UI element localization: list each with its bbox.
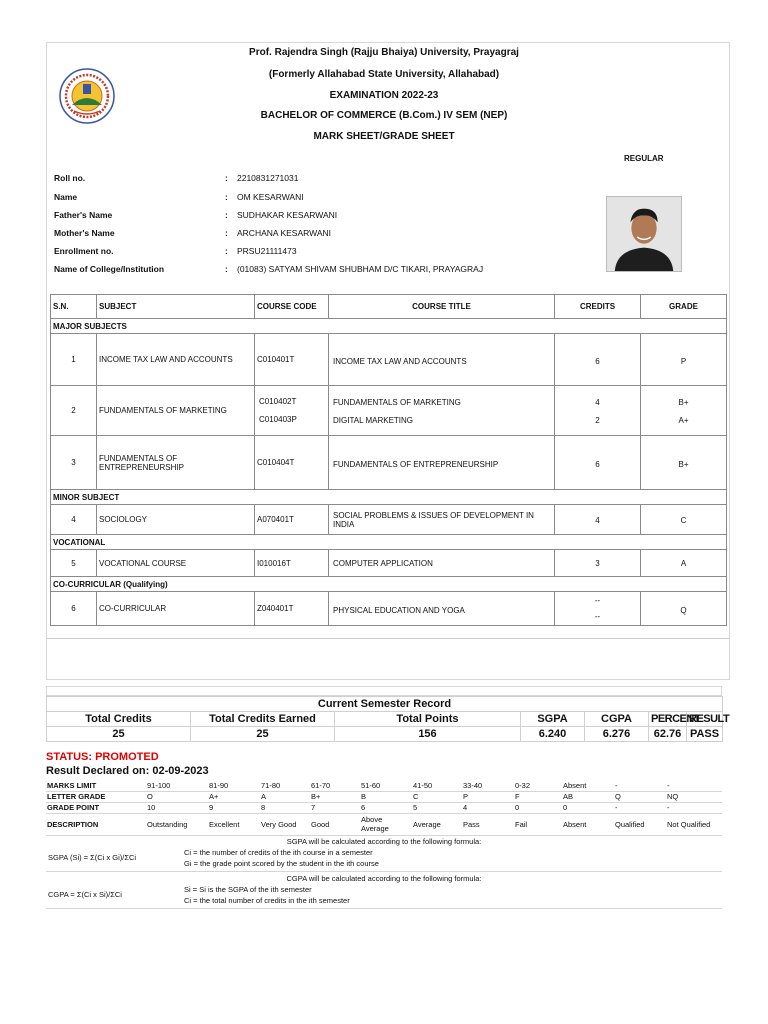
grade-cell: - (614, 780, 666, 791)
sheet-title: MARK SHEET/GRADE SHEET (313, 131, 455, 142)
grade-text: C (680, 515, 687, 525)
info-colon: : (225, 173, 228, 183)
grade-cell: 33-40 (462, 780, 514, 791)
record-header: SGPA (521, 712, 585, 727)
cell-title (329, 592, 555, 626)
cell-title (329, 334, 555, 386)
grade-text: P (680, 357, 687, 366)
info-value: (01083) SATYAM SHIVAM SHUBHAM D/C TIKARI, PRAYAGRAJ (237, 264, 484, 274)
grade-row-label: DESCRIPTION (46, 813, 146, 835)
col-header-code: COURSE CODE (255, 295, 329, 319)
cgpa-definition: Ci = the total number of credits in the ith semester (184, 896, 350, 905)
table-row (51, 334, 727, 386)
col-header-title: COURSE TITLE (329, 295, 555, 319)
record-header: Total Credits Earned (191, 712, 335, 727)
blank-band (46, 638, 730, 680)
grade-cell: Average (412, 813, 462, 835)
sgpa-definition: Gi = the grade point scored by the student in the ith course (184, 859, 379, 868)
info-label: Enrollment no. (54, 246, 114, 256)
grade-cell: 5 (412, 802, 462, 813)
cell-subject: VOCATIONAL COURSE (97, 550, 255, 577)
section-row (51, 490, 727, 505)
cell-grade (641, 436, 727, 490)
exam-type-badge: REGULAR (624, 154, 664, 163)
grade-cell: NQ (666, 791, 722, 802)
status-badge: STATUS: PROMOTED (46, 751, 159, 763)
grade-cell: 8 (260, 802, 310, 813)
cell-code (255, 386, 329, 436)
table-row (51, 505, 727, 535)
grade-cell: A+ (208, 791, 260, 802)
grade-cell: 0-32 (514, 780, 562, 791)
cgpa-definition: Si = Si is the SGPA of the ith semester (184, 885, 312, 894)
credits-text: 4 (595, 398, 600, 407)
cell-credits (555, 386, 641, 436)
semester-record-value-row (47, 727, 723, 742)
cell-code: Z040401T (255, 592, 329, 626)
section-row (51, 319, 727, 334)
marks-table-header (51, 295, 727, 319)
record-header: Total Points (335, 712, 521, 727)
table-row (51, 386, 727, 436)
info-label: Mother's Name (54, 228, 115, 238)
cell-credits (555, 334, 641, 386)
grade-cell: AB (562, 791, 614, 802)
blank-band (46, 686, 722, 696)
cell-sn: 3 (51, 436, 97, 490)
col-header-grade: GRADE (641, 295, 727, 319)
cell-grade (641, 334, 727, 386)
cell-subject: FUNDAMENTALS OF ENTREPRENEURSHIP (97, 436, 255, 490)
course-title-text: SOCIAL PROBLEMS & ISSUES OF DEVELOPMENT IN INDIA (333, 511, 534, 529)
cell-credits (555, 436, 641, 490)
section-cocurricular: CO-CURRICULAR (Qualifying) (51, 577, 727, 592)
credits-text: -- (594, 596, 601, 605)
credits-text: -- (594, 612, 601, 621)
info-colon: : (225, 192, 228, 202)
marks-table (50, 294, 727, 626)
section-vocational: VOCATIONAL (51, 535, 727, 550)
grade-cell: P (462, 791, 514, 802)
cell-title (329, 550, 555, 577)
grade-cell: Pass (462, 813, 514, 835)
cell-subject: SOCIOLOGY (97, 505, 255, 535)
grade-cell: F (514, 791, 562, 802)
grade-cell: Above Average (360, 813, 412, 835)
grade-text: A (680, 559, 687, 568)
grade-cell: Q (614, 791, 666, 802)
table-row (51, 592, 727, 626)
cell-sn: 5 (51, 550, 97, 577)
grade-cell: O (146, 791, 208, 802)
semester-record-header-row (47, 712, 723, 727)
grade-row-label: MARKS LIMIT (46, 780, 146, 791)
grade-cell: 9 (208, 802, 260, 813)
semester-record-table (46, 696, 730, 742)
info-label: Roll no. (54, 173, 86, 183)
credits-text: 2 (595, 416, 600, 425)
grade-cell: Excellent (208, 813, 260, 835)
grade-cell: - (666, 802, 722, 813)
grade-cell: Fail (514, 813, 562, 835)
cell-code: C010404T (255, 436, 329, 490)
semester-record-title: Current Semester Record (47, 697, 723, 712)
grade-cell: Not Qualified (666, 813, 722, 835)
table-row (51, 550, 727, 577)
cell-sn: 1 (51, 334, 97, 386)
info-value: PRSU21111473 (237, 246, 297, 256)
col-header-credits: CREDITS (555, 295, 641, 319)
info-value: 2210831271031 (237, 173, 299, 183)
cell-title (329, 505, 555, 535)
record-value: 156 (335, 727, 521, 742)
sgpa-definition: Ci = the number of credits of the ith course in a semester (184, 848, 373, 857)
cell-subject: FUNDAMENTALS OF MARKETING (97, 386, 255, 436)
info-colon: : (225, 210, 228, 220)
cell-sn: 4 (51, 505, 97, 535)
grade-cell: 6 (360, 802, 412, 813)
record-value: 62.76 (649, 727, 687, 742)
cell-sn: 6 (51, 592, 97, 626)
col-header-subject: SUBJECT (97, 295, 255, 319)
grade-cell: B (360, 791, 412, 802)
semester-record-title-row (47, 697, 723, 712)
credits-text: 3 (595, 559, 600, 568)
student-photo (606, 196, 682, 272)
cell-credits (555, 550, 641, 577)
course-code-text: C010403P (259, 415, 297, 424)
info-value: OM KESARWANI (237, 192, 304, 202)
info-label: Father's Name (54, 210, 113, 220)
grade-cell: - (614, 802, 666, 813)
section-major: MAJOR SUBJECTS (51, 319, 727, 334)
cell-subject: INCOME TAX LAW AND ACCOUNTS (97, 334, 255, 386)
grade-scale-table (46, 780, 722, 836)
record-header: RESULT (687, 712, 723, 727)
course-title-text: COMPUTER APPLICATION (333, 559, 433, 568)
info-colon: : (225, 228, 228, 238)
former-name: (Formerly Allahabad State University, Allahabad) (268, 69, 500, 80)
result-declared-date: Result Declared on: 02-09-2023 (46, 765, 209, 777)
sgpa-formula-intro: SGPA will be calculated according to the following formula: (286, 837, 482, 846)
section-row (51, 535, 727, 550)
record-value: PASS (687, 727, 723, 742)
examination-title: EXAMINATION 2022-23 (329, 90, 439, 101)
grade-text: A+ (678, 416, 689, 425)
record-value: 6.240 (521, 727, 585, 742)
grade-cell: 71-80 (260, 780, 310, 791)
cell-grade (641, 592, 727, 626)
cell-sn: 2 (51, 386, 97, 436)
section-minor: MINOR SUBJECT (51, 490, 727, 505)
sgpa-formula: SGPA (Si) = Σ(Ci x Gi)/ΣCi (48, 853, 137, 862)
grade-text: B+ (678, 460, 689, 469)
cell-credits (555, 505, 641, 535)
grade-cell: Absent (562, 780, 614, 791)
col-header-sn: S.N. (51, 295, 97, 319)
grade-row-description (46, 813, 722, 835)
course-title-text: DIGITAL MARKETING (333, 416, 414, 425)
table-row (51, 436, 727, 490)
info-value: SUDHAKAR KESARWANI (237, 210, 338, 220)
grade-cell: Good (310, 813, 360, 835)
course-title-text: INCOME TAX LAW AND ACCOUNTS (333, 357, 467, 366)
grade-cell: Very Good (260, 813, 310, 835)
cell-title (329, 436, 555, 490)
grade-cell: Outstanding (146, 813, 208, 835)
credits-text: 4 (595, 515, 600, 525)
course-title: BACHELOR OF COMMERCE (B.Com.) IV SEM (NEP) (260, 110, 508, 121)
course-title-text: FUNDAMENTALS OF MARKETING (333, 398, 461, 407)
cell-code: A070401T (255, 505, 329, 535)
cgpa-formula-block (46, 872, 722, 909)
grade-cell: 7 (310, 802, 360, 813)
record-header: PERCENT (649, 712, 687, 727)
cell-grade (641, 505, 727, 535)
info-colon: : (225, 246, 228, 256)
credits-text: 6 (595, 460, 600, 469)
record-value: 25 (47, 727, 191, 742)
cgpa-formula-intro: CGPA will be calculated according to the following formula: (286, 874, 482, 883)
cgpa-formula: CGPA = Σ(Ci x Si)/ΣCi (48, 890, 122, 899)
grade-text: B+ (678, 398, 689, 407)
grade-cell: C (412, 791, 462, 802)
grade-cell: 4 (462, 802, 514, 813)
cell-title (329, 386, 555, 436)
grade-cell: 51-60 (360, 780, 412, 791)
grade-text: Q (680, 605, 687, 615)
info-label: Name (54, 192, 78, 202)
grade-cell: 81-90 (208, 780, 260, 791)
grade-cell: Qualified (614, 813, 666, 835)
grade-cell: B+ (310, 791, 360, 802)
section-row (51, 577, 727, 592)
grade-cell: A (260, 791, 310, 802)
grade-cell: - (666, 780, 722, 791)
record-header: Total Credits (47, 712, 191, 727)
grade-cell: 0 (514, 802, 562, 813)
grade-row-label: GRADE POINT (46, 802, 146, 813)
university-name: Prof. Rajendra Singh (Rajju Bhaiya) University, Prayagraj (249, 47, 519, 58)
info-colon: : (225, 264, 228, 274)
cell-credits (555, 592, 641, 626)
cell-grade (641, 550, 727, 577)
grade-cell: 61-70 (310, 780, 360, 791)
credits-text: 6 (595, 357, 600, 366)
info-value: ARCHANA KESARWANI (237, 228, 331, 238)
grade-row-letter-grade (46, 791, 722, 802)
cell-code: I010016T (255, 550, 329, 577)
grade-cell: 41-50 (412, 780, 462, 791)
cell-grade (641, 386, 727, 436)
course-title-text: FUNDAMENTALS OF ENTREPRENEURSHIP (333, 460, 499, 469)
grade-cell: 0 (562, 802, 614, 813)
grade-cell: Absent (562, 813, 614, 835)
course-title-text: PHYSICAL EDUCATION AND YOGA (333, 605, 465, 615)
grade-cell: 91-100 (146, 780, 208, 791)
record-header: CGPA (585, 712, 649, 727)
sgpa-formula-block (46, 835, 722, 872)
grade-row-label: LETTER GRADE (46, 791, 146, 802)
grade-row-marks-limit (46, 780, 722, 791)
record-value: 25 (191, 727, 335, 742)
record-value: 6.276 (585, 727, 649, 742)
course-code-text: C010402T (259, 397, 297, 406)
cell-subject: CO-CURRICULAR (97, 592, 255, 626)
info-label: Name of College/Institution (54, 264, 165, 274)
grade-row-grade-point (46, 802, 722, 813)
cell-code: C010401T (255, 334, 329, 386)
grade-cell: 10 (146, 802, 208, 813)
